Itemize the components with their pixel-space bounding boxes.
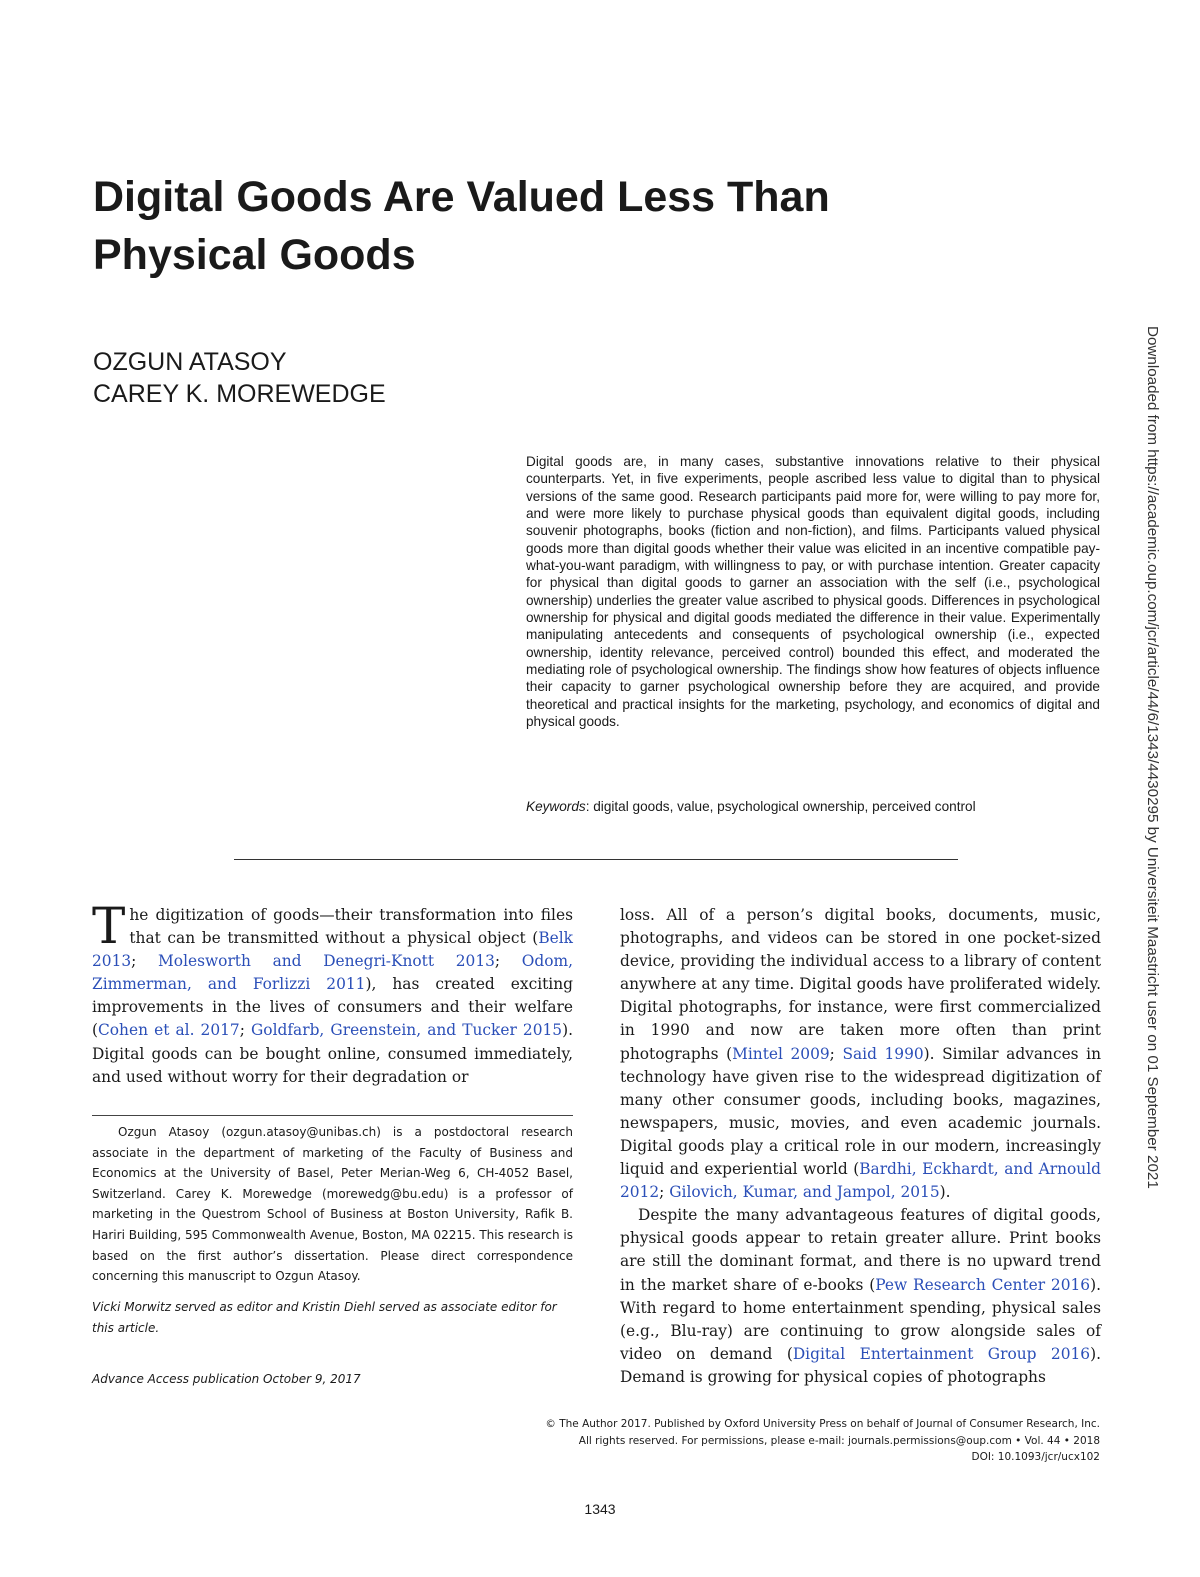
keywords xyxy=(526,798,1100,816)
drop-cap: T xyxy=(92,897,126,955)
author-name: CAREY K. MOREWEDGE xyxy=(93,380,386,408)
page-number: 1343 xyxy=(584,1501,616,1517)
editor-note: Vicki Morwitz served as editor and Kristin Diehl served as associate editor for this article. xyxy=(92,1300,557,1335)
keywords-separator: : xyxy=(585,799,590,814)
advance-access-note: Advance Access publication October 9, 2017 xyxy=(92,1372,361,1386)
citation-link[interactable]: Pew Research Center 2016 xyxy=(875,1275,1091,1294)
citation-link[interactable]: Belk 2013 xyxy=(92,929,573,971)
citation-link[interactable]: Molesworth and Denegri-Knott 2013 xyxy=(158,952,495,971)
citation-link[interactable]: Said 1990 xyxy=(842,1044,924,1063)
citation-link[interactable]: Odom, Zimmerman, and Forlizzi 2011 xyxy=(92,952,574,994)
author-footnote xyxy=(92,1122,573,1287)
citation-link[interactable]: Digital Entertainment Group 2016 xyxy=(792,1344,1091,1363)
footnote-text: Ozgun Atasoy (ozgun.atasoy@unibas.ch) is a postdoctoral research associate in the department of marketing of the Faculty of Business and Economics at the University of Basel, Peter Merian-Weg 6, CH-4052 Basel, Switzerland. Carey K. Morewedge (morewedg@bu.edu) is a professor of marketing in the Questrom School of Business at Boston University, Rafik B. Hariri Building, 595 Commonwealth Avenue, Boston, MA 02215. This research is based on the first author’s dissertation. Please direct correspondence concerning this manuscript to Ozgun Atasoy. xyxy=(92,1125,573,1284)
body-paragraph: The digitization of goods—their transformation into files that can be transmitted without a physical object (Belk 2013; Molesworth and Denegri-Knott 2013; Odom, Zimmerman, and Forlizzi 2011), has created exciting improvements in the lives of consumers and their welfare (Cohen et al. 2017; Goldfarb, Greenstein, and Tucker 2015). Digital goods can be bought online, consumed immediately, and used without worry for their degradation or xyxy=(92,897,574,1086)
copyright-line: All rights reserved. For permissions, please e-mail: journals.permissions@oup.com • Vol. 44 • 2018 xyxy=(578,1434,1100,1447)
article-title: Digital Goods Are Valued Less Than Physical Goods xyxy=(93,173,830,279)
body-paragraph: loss. All of a person’s digital books, documents, music, photographs, and videos can be stored in one pocket-sized device, providing the individual access to a library of content anywhere at any time. Digital goods have proliferated widely. Digital photographs, for instance, were first commercialized in 1990 and now are taken more often than print photographs (Mintel 2009; Said 1990). Similar advances in technology have given rise to the widespread digitization of many other consumer goods, including books, magazines, newspapers, music, movies, and even academic journals. Digital goods play a critical role in our modern, increasingly liquid and experiential world (Bardhi, Eckhardt, and Arnould 2012; Gilovich, Kumar, and Jampol, 2015). xyxy=(620,906,1101,1202)
doi-line: DOI: 10.1093/jcr/ucx102 xyxy=(971,1451,1100,1464)
author-name: OZGUN ATASOY xyxy=(93,348,287,376)
keywords-text: digital goods, value, psychological ownership, perceived control xyxy=(589,799,976,814)
citation-link[interactable]: Gilovich, Kumar, and Jampol, 2015 xyxy=(669,1183,940,1202)
copyright-block xyxy=(400,1416,1100,1466)
footnote-divider xyxy=(92,1115,573,1116)
copyright-line: © The Author 2017. Published by Oxford University Press on behalf of Journal of Consumer Research, Inc. xyxy=(545,1418,1100,1430)
download-notice: Downloaded from https://academic.oup.com/jcr/article/44/6/1343/4430295 by Universiteit Maastricht user on 01 September 2021 xyxy=(1144,326,1161,1189)
section-divider xyxy=(234,859,958,860)
body-column-right xyxy=(620,904,1101,1389)
citation-link[interactable]: Bardhi, Eckhardt, and Arnould 2012 xyxy=(620,1160,1101,1202)
body-paragraph: Despite the many advantageous features of digital goods, physical goods appear to retain greater allure. Print books are still the dominant format, and there is no upward trend in the market share of e-books (Pew Research Center 2016). With regard to home entertainment spending, physical sales (e.g., Blu-ray) are continuing to grow alongside sales of video on demand (Digital Entertainment Group 2016). Demand is growing for physical copies of photographs xyxy=(620,1206,1101,1386)
abstract: Digital goods are, in many cases, substantive innovations relative to their physical counterparts. Yet, in five experiments, people ascribed less value to digital than to physical versions of the same good. Research participants paid more for, were willing to pay more for, and were more likely to purchase physical goods than equivalent digital goods, including souvenir photographs, books (fiction and non-fiction), and films. Participants valued physical goods more than digital goods whether their value was elicited in an incentive compatible pay-what-you-want paradigm, with willingness to pay, or with purchase intention. Greater capacity for physical than digital goods to garner an association with the self (i.e., psychological ownership) underlies the greater value ascribed to physical goods. Differences in psychological ownership for physical and digital goods mediated the difference in their value. Experimentally manipulating antecedents and consequents of psychological ownership (i.e., expected ownership, identity relevance, perceived control) bounded this effect, and moderated the mediating role of psychological ownership. The findings show how features of objects influence their capacity to garner psychological ownership before they are acquired, and provide theoretical and practical insights for the marketing, psychology, and economics of digital and physical goods. xyxy=(526,454,1100,730)
citation-link[interactable]: Mintel 2009 xyxy=(732,1044,830,1063)
citation-link[interactable]: Cohen et al. 2017 xyxy=(98,1021,240,1040)
author-list xyxy=(93,346,386,410)
download-sidebar xyxy=(1143,326,1167,1246)
body-column-left xyxy=(92,897,574,1089)
citation-link[interactable]: Goldfarb, Greenstein, and Tucker 2015 xyxy=(251,1021,563,1040)
keywords-label: Keywords xyxy=(526,799,586,814)
